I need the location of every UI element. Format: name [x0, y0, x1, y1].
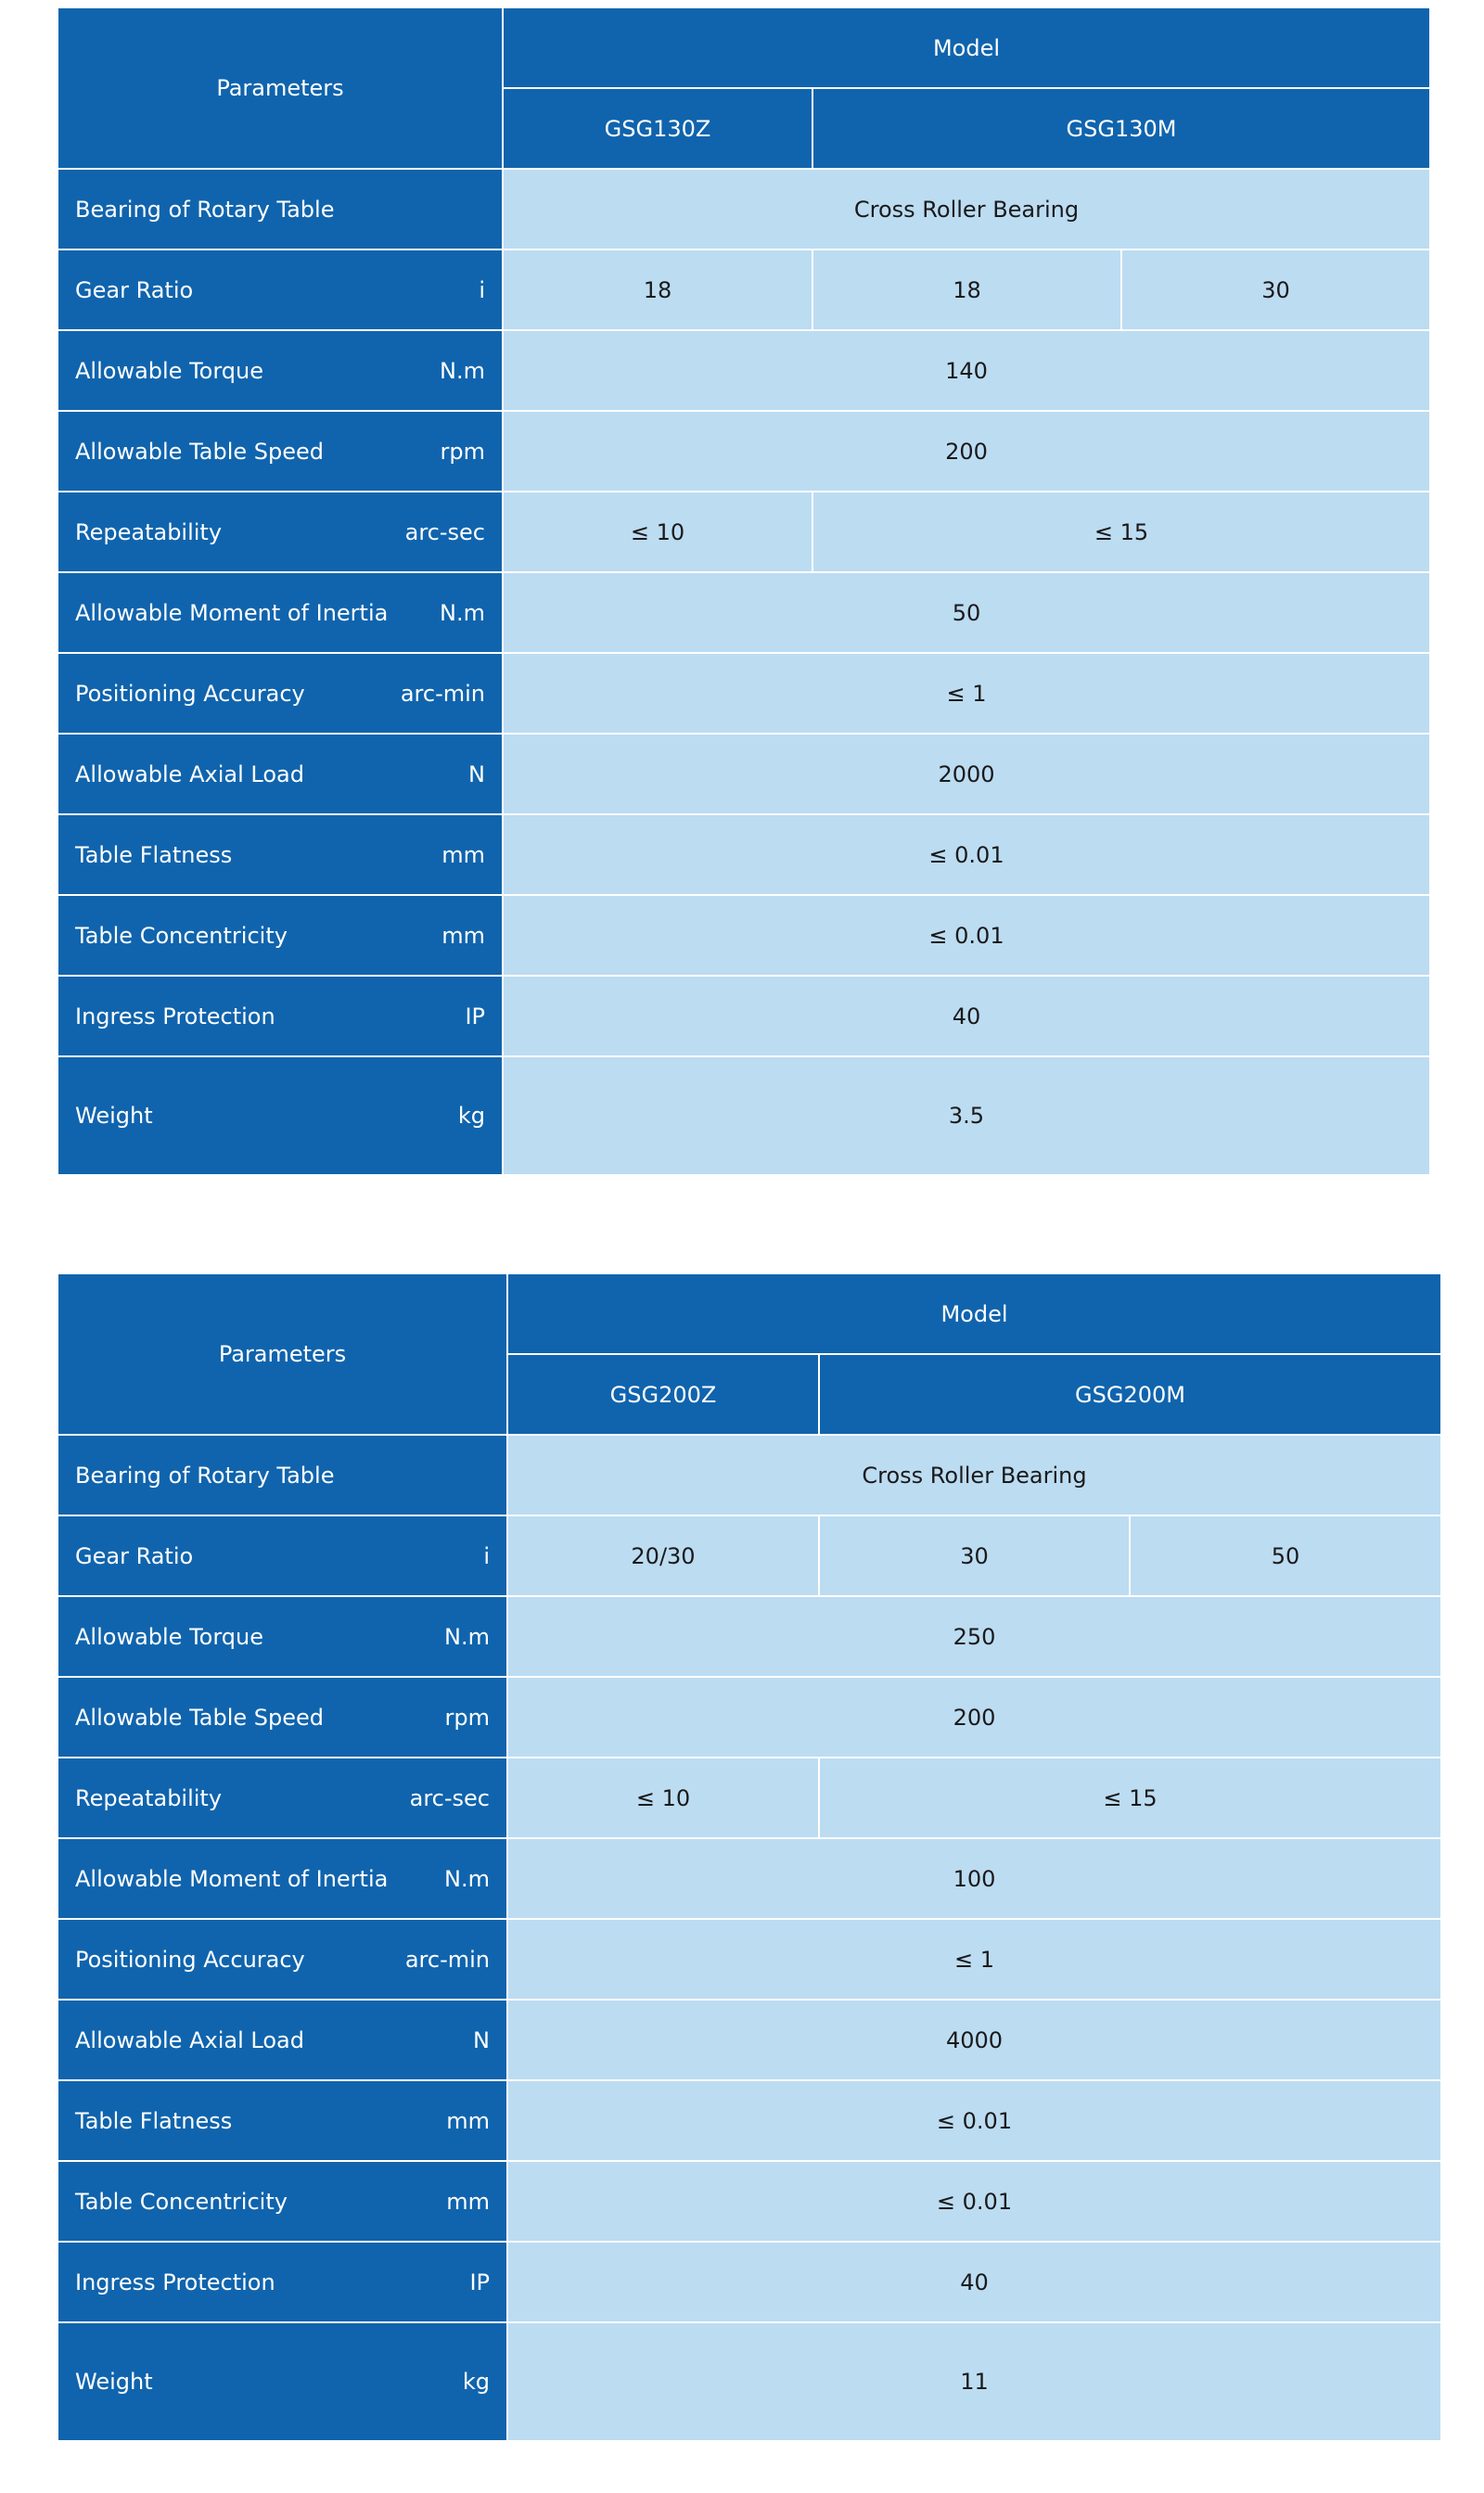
param-label: Ingress Protection	[75, 2269, 275, 2295]
param-flatness	[58, 2080, 507, 2161]
param-label: Weight	[75, 2369, 153, 2395]
value-gear-ratio-1: 20/30	[507, 1515, 819, 1596]
param-unit: N.m	[444, 1623, 490, 1650]
param-unit: rpm	[440, 438, 485, 465]
param-unit: arc-min	[404, 1946, 490, 1973]
row-bearing	[58, 1435, 1441, 1515]
spec-table-gsg130	[57, 6, 1431, 1176]
param-label: Allowable Torque	[75, 1623, 263, 1650]
value-concentricity: ≤ 0.01	[507, 2161, 1441, 2242]
param-label: Allowable Moment of Inertia	[75, 1865, 389, 1892]
param-unit: N.m	[444, 1865, 490, 1892]
value-gear-ratio-2: 18	[812, 249, 1121, 330]
param-unit: N	[473, 2026, 490, 2053]
param-unit: N.m	[440, 599, 485, 626]
value-speed: 200	[503, 411, 1430, 492]
param-concentricity	[58, 2161, 507, 2242]
param-axial-load	[58, 734, 503, 814]
value-bearing: Cross Roller Bearing	[503, 169, 1430, 249]
param-unit: IP	[465, 1003, 485, 1029]
param-unit: kg	[462, 2369, 490, 2395]
row-bearing	[58, 169, 1430, 249]
value-accuracy: ≤ 1	[503, 653, 1430, 734]
model-header: Model	[503, 7, 1430, 88]
param-label: Positioning Accuracy	[75, 1946, 305, 1973]
param-unit: arc-min	[400, 680, 485, 707]
param-label: Positioning Accuracy	[75, 680, 305, 707]
value-repeatability-m: ≤ 15	[812, 492, 1430, 572]
value-concentricity: ≤ 0.01	[503, 895, 1430, 976]
value-gear-ratio-2: 30	[819, 1515, 1130, 1596]
value-flatness: ≤ 0.01	[503, 814, 1430, 895]
row-repeatability	[58, 492, 1430, 572]
param-bearing	[58, 1435, 507, 1515]
param-label: Allowable Table Speed	[75, 438, 324, 465]
value-weight: 11	[507, 2322, 1441, 2441]
param-label: Bearing of Rotary Table	[75, 196, 335, 223]
param-label: Allowable Torque	[75, 357, 263, 384]
param-weight	[58, 1056, 503, 1175]
value-axial-load: 4000	[507, 2000, 1441, 2080]
value-repeatability-m: ≤ 15	[819, 1758, 1441, 1838]
row-accuracy	[58, 1919, 1441, 2000]
param-torque	[58, 1596, 507, 1677]
row-gear-ratio	[58, 249, 1430, 330]
model-header: Model	[507, 1273, 1441, 1354]
param-inertia	[58, 1838, 507, 1919]
value-speed: 200	[507, 1677, 1441, 1758]
value-inertia: 50	[503, 572, 1430, 653]
param-label: Bearing of Rotary Table	[75, 1462, 335, 1489]
param-label: Repeatability	[75, 518, 223, 545]
value-protection: 40	[503, 976, 1430, 1056]
model-name-m: GSG130M	[812, 88, 1430, 169]
row-weight	[58, 2322, 1441, 2441]
param-label: Weight	[75, 1103, 153, 1129]
value-flatness: ≤ 0.01	[507, 2080, 1441, 2161]
value-axial-load: 2000	[503, 734, 1430, 814]
param-weight	[58, 2322, 507, 2441]
value-accuracy: ≤ 1	[507, 1919, 1441, 2000]
value-gear-ratio-1: 18	[503, 249, 812, 330]
param-unit: N.m	[440, 357, 485, 384]
param-unit: mm	[441, 922, 485, 949]
param-unit: i	[483, 1542, 490, 1569]
row-weight	[58, 1056, 1430, 1175]
row-axial-load	[58, 2000, 1441, 2080]
param-bearing	[58, 169, 503, 249]
param-unit: mm	[441, 841, 485, 868]
model-name-z: GSG200Z	[507, 1354, 819, 1435]
parameters-header: Parameters	[58, 7, 503, 169]
param-protection	[58, 976, 503, 1056]
value-torque: 250	[507, 1596, 1441, 1677]
row-torque	[58, 1596, 1441, 1677]
model-name-m: GSG200M	[819, 1354, 1441, 1435]
row-repeatability	[58, 1758, 1441, 1838]
param-unit: arc-sec	[409, 1784, 490, 1811]
param-unit: arc-sec	[404, 518, 485, 545]
param-label: Ingress Protection	[75, 1003, 275, 1029]
value-torque: 140	[503, 330, 1430, 411]
value-gear-ratio-3: 50	[1130, 1515, 1441, 1596]
param-repeatability	[58, 1758, 507, 1838]
value-gear-ratio-3: 30	[1121, 249, 1430, 330]
row-speed	[58, 411, 1430, 492]
param-torque	[58, 330, 503, 411]
value-repeatability-z: ≤ 10	[503, 492, 812, 572]
param-unit: mm	[446, 2188, 490, 2215]
param-unit: i	[479, 276, 485, 303]
param-label: Table Concentricity	[75, 922, 288, 949]
param-label: Table Concentricity	[75, 2188, 288, 2215]
param-label: Allowable Moment of Inertia	[75, 599, 389, 626]
param-label: Table Flatness	[75, 2107, 233, 2134]
value-repeatability-z: ≤ 10	[507, 1758, 819, 1838]
param-label: Gear Ratio	[75, 276, 194, 303]
row-flatness	[58, 814, 1430, 895]
param-concentricity	[58, 895, 503, 976]
param-unit: kg	[457, 1103, 485, 1129]
param-gear-ratio	[58, 1515, 507, 1596]
value-bearing: Cross Roller Bearing	[507, 1435, 1441, 1515]
param-speed	[58, 411, 503, 492]
model-name-z: GSG130Z	[503, 88, 812, 169]
row-axial-load	[58, 734, 1430, 814]
param-flatness	[58, 814, 503, 895]
param-axial-load	[58, 2000, 507, 2080]
param-unit: rpm	[444, 1704, 490, 1731]
param-unit: IP	[469, 2269, 490, 2295]
param-label: Allowable Axial Load	[75, 761, 304, 787]
param-label: Allowable Table Speed	[75, 1704, 324, 1731]
row-speed	[58, 1677, 1441, 1758]
param-unit: N	[468, 761, 485, 787]
row-concentricity	[58, 895, 1430, 976]
param-accuracy	[58, 1919, 507, 2000]
param-label: Gear Ratio	[75, 1542, 194, 1569]
param-unit: mm	[446, 2107, 490, 2134]
value-inertia: 100	[507, 1838, 1441, 1919]
row-torque	[58, 330, 1430, 411]
param-speed	[58, 1677, 507, 1758]
parameters-header: Parameters	[58, 1273, 507, 1435]
param-label: Allowable Axial Load	[75, 2026, 304, 2053]
row-protection	[58, 2242, 1441, 2322]
param-repeatability	[58, 492, 503, 572]
row-gear-ratio	[58, 1515, 1441, 1596]
param-gear-ratio	[58, 249, 503, 330]
param-accuracy	[58, 653, 503, 734]
value-weight: 3.5	[503, 1056, 1430, 1175]
row-accuracy	[58, 653, 1430, 734]
row-flatness	[58, 2080, 1441, 2161]
value-protection: 40	[507, 2242, 1441, 2322]
param-label: Table Flatness	[75, 841, 233, 868]
spec-table-gsg200	[57, 1272, 1442, 2442]
row-inertia	[58, 1838, 1441, 1919]
param-label: Repeatability	[75, 1784, 223, 1811]
param-protection	[58, 2242, 507, 2322]
row-protection	[58, 976, 1430, 1056]
param-inertia	[58, 572, 503, 653]
row-concentricity	[58, 2161, 1441, 2242]
row-inertia	[58, 572, 1430, 653]
